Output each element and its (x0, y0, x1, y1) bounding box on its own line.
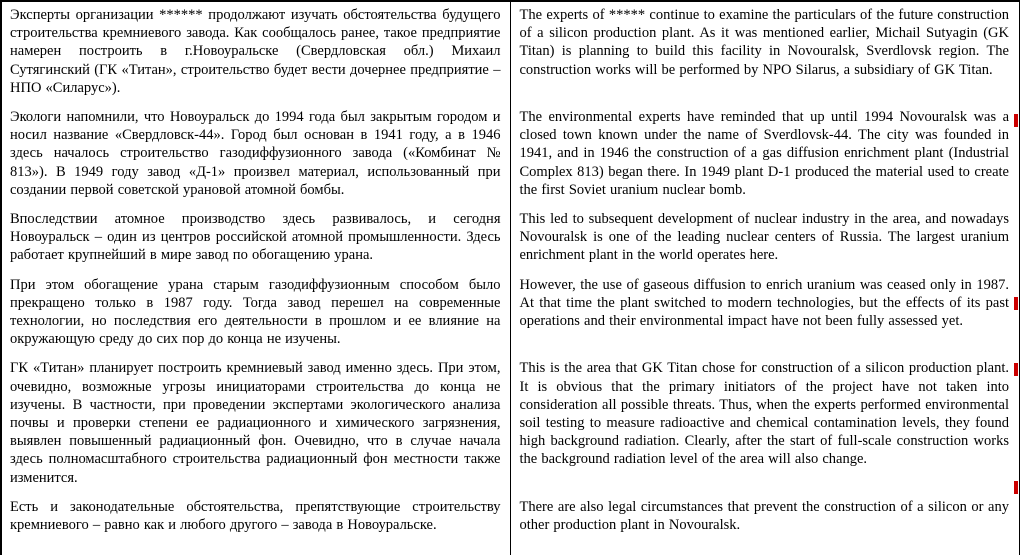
russian-cell (2, 359, 511, 497)
revision-mark (1014, 363, 1018, 376)
russian-cell (2, 498, 511, 545)
russian-paragraph: Эксперты организации ****** продолжают изучать обстоятельства будущего строительства кремниевого завода. Как сообщалось ранее, такое предприятие намерен построить в г.Новоуральске (Свердловская обл.) Михаил Сутягинский (ГК «Титан», строительство будет вести дочернее предприятие – НПО «Силарус»). (10, 7, 501, 96)
russian-paragraph: ГК «Титан» планирует построить кремниевый завод именно здесь. При этом, очевидно, возможные угрозы инициаторами строительства до конца не изучены. В частности, при проведении экспертами экологического анализа почвы и проверки степени ее радиационного и химического загрязнения, выявлен повышенный радиационный фон. Очевидно, что в случае начала здесь полномасштабного строительства радиационный фон местности также изменится. (10, 360, 501, 486)
revision-mark (1014, 114, 1018, 127)
column-divider (510, 2, 511, 555)
russian-paragraph: Впоследствии атомное производство здесь развивалось, и сегодня Новоуральск – один из центров российской атомной промышленности. Здесь работает крупнейший в мире завод по обогащению урана. (10, 211, 501, 264)
russian-cell (2, 6, 511, 108)
english-paragraph: There are also legal circumstances that prevent the construction of a silicon or any other production plant in Novouralsk. (519, 498, 1009, 534)
english-cell (511, 276, 1020, 342)
russian-paragraph: Экологи напомнили, что Новоуральск до 1994 года был закрытым городом и носил название «Свердловск-44». Город был основан в 1941 году, а в 1946 здесь началось строительство газодиффузионного завода («Комбинат № 813»). В 1949 году завод «Д-1» произвел материал, использованный при создании первой советской урановой атомной бомбы. (10, 109, 501, 198)
english-paragraph: However, the use of gaseous diffusion to enrich uranium was ceased only in 1987. At that time the plant switched to modern technologies, but the effects of its past operations and their environmental impact have not been fully assessed yet. (519, 276, 1009, 330)
revision-mark (1014, 481, 1018, 494)
english-cell (511, 210, 1020, 276)
english-cell (511, 6, 1020, 90)
russian-paragraph: При этом обогащение урана старым газодиффузионным способом было прекращено только в 1987 году. Тогда завод перешел на современные технологии, но последствия его деятельности в прошлом и ее влияние на окружающую среду до сих пор до конца не изучены. (10, 276, 501, 348)
english-paragraph: This is the area that GK Titan chose for construction of a silicon production plant. It is obvious that the primary initiators of the project have not taken into consideration all possible threats. Thus, when the experts performed environmental soil testing to measure radioactive and chemical contamination levels, they found high background radiation. Clearly, after the start of full-scale construction works the background radiation level of the area will also change. (519, 360, 1009, 468)
russian-cell (2, 276, 511, 360)
russian-cell (2, 108, 511, 210)
english-paragraph: This led to subsequent development of nuclear industry in the area, and nowadays Novouralsk is one of the leading nuclear centers of Russia. The largest uranium enrichment plant in the world operates here. (519, 211, 1009, 264)
english-cell (511, 498, 1020, 545)
english-paragraph: The experts of ***** continue to examine the particulars of the future construction of a silicon production plant. As it was mentioned earlier, Michail Sutyagin (GK Titan) is planning to build this facility in Novouralsk, Sverdlovsk region. The construction works will be performed by NPO Silarus, a subsidiary of GK Titan. (519, 7, 1009, 78)
russian-paragraph: Есть и законодательные обстоятельства, препятствующие строительству кремниевого – равно как и любого другого – завода в Новоуральске. (10, 498, 501, 534)
russian-cell (2, 210, 511, 276)
english-cell (511, 359, 1020, 479)
english-paragraph: The environmental experts have reminded that up until 1994 Novouralsk was a closed town known under the name of Sverdlovsk-44. The city was founded in 1941, and in 1946 the construction of a gas diffusion enrichment plant (Industrial Complex 813) began there. In 1949 plant D-1 produced the material used to create the first Soviet uranium nuclear bomb. (519, 109, 1009, 198)
revision-mark (1014, 297, 1018, 310)
english-cell (511, 108, 1020, 210)
